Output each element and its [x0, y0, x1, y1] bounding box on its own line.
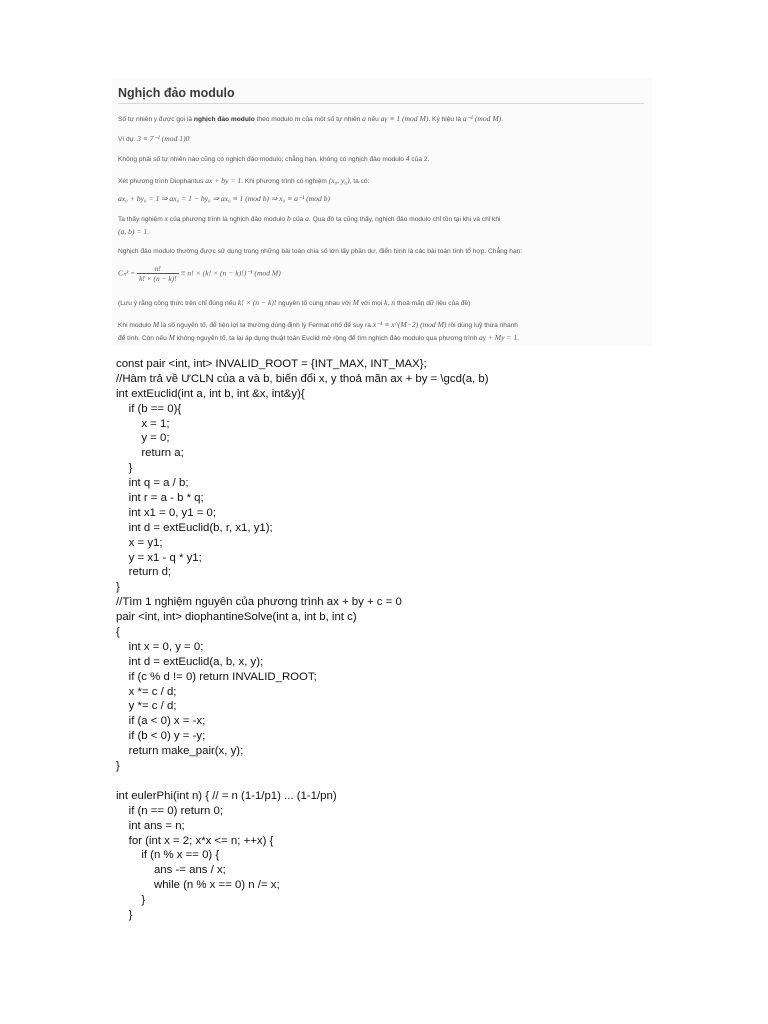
code-line: } [116, 908, 133, 921]
code-line: int eulerPhi(int n) { // = n (1-1/p1) ... (1-1/pn) [116, 789, 337, 802]
combination-formula: Cₙᵏ = $\frac{n!}{k! \times (n - k)!}$ ≡ n! × (k! × (n − k)!)⁻¹ (mod M) [118, 264, 281, 283]
code-line: x *= c / d; [116, 685, 177, 698]
code-line: if (c % d != 0) return INVALID_ROOT; [116, 670, 317, 683]
code-line: if (n % x == 0) { [116, 849, 220, 862]
code-line: } [116, 462, 133, 475]
code-line: y = 0; [116, 432, 170, 445]
note-paragraph: (Lưu ý rằng công thức trên chỉ đúng nếu k! × (n − k)! nguyên tố cùng nhau với M với mọi k, n thoả mãn dữ liệu của đề) [118, 298, 471, 307]
code-line: x = 1; [116, 417, 170, 430]
usage-paragraph: Nghịch đảo modulo thường được sử dụng trong những bài toán chia số lớn lấy phần dư, điển hình là các bài toán tính tổ hợp. Chẳng hạn: [118, 248, 523, 255]
fermat-paragraph: Khi modulo M là số nguyên tố, để tiện lợi ta thường dùng định lý Fermat nhỏ để suy ra x⁻¹ ≡ x^(M−2) (mod M) rồi dùng luỹ thừa nhanh [118, 320, 518, 329]
code-line: int extEuclid(int a, int b, int &x, int&y){ [116, 387, 305, 400]
code-line: if (a < 0) x = -x; [116, 715, 206, 728]
code-line: for (int x = 2; x*x <= n; ++x) { [116, 834, 274, 847]
code-line [116, 774, 676, 789]
code-line: const pair <int, int> INVALID_ROOT = {INT_MAX, INT_MAX}; [116, 358, 427, 370]
code-line: if (n == 0) return 0; [116, 804, 223, 817]
nonexistence-paragraph: Không phải số tự nhiên nào cũng có nghịch đảo modulo; chẳng hạn, không có nghịch đảo modulo 4 của 2. [118, 154, 430, 163]
observation-paragraph-cont: (a, b) = 1. [118, 227, 150, 236]
code-line: { [116, 626, 120, 639]
code-line: int d = extEuclid(a, b, x, y); [116, 655, 264, 668]
code-line: return a; [116, 447, 184, 460]
code-line: } [116, 894, 146, 907]
observation-paragraph: Ta thấy nghiệm x của phương trình là nghịch đảo modulo b của a. Qua đó ta cũng thấy, nghịch đảo modulo chỉ tồn tại khi và chỉ khi [118, 214, 501, 223]
fermat-paragraph-cont: để tính. Còn nếu M không nguyên tố, ta lại áp dụng thuật toán Euclid mở rộng để tìm nghịch đảo modulo qua phương trình aγ + My = 1. [118, 333, 520, 342]
code-line: y = x1 - q * y1; [116, 551, 202, 564]
section-title: Nghịch đảo modulo [118, 86, 235, 100]
code-line: if (b < 0) y = -y; [116, 730, 206, 743]
code-line: x = y1; [116, 536, 163, 549]
code-block [116, 357, 676, 923]
code-line: } [116, 760, 120, 773]
code-line: ans -= ans / x; [116, 864, 226, 877]
code-line: return d; [116, 566, 172, 579]
code-line: if (b == 0){ [116, 402, 182, 415]
code-line: int r = a - b * q; [116, 492, 204, 505]
code-line: } [116, 581, 120, 594]
code-line: int q = a / b; [116, 477, 189, 490]
code-line: return make_pair(x, y); [116, 745, 244, 758]
code-line: y *= c / d; [116, 700, 177, 713]
code-line: int x1 = 0, y1 = 0; [116, 506, 217, 519]
embedded-screenshot [112, 78, 652, 346]
code-line: int ans = n; [116, 819, 185, 832]
code-line: while (n % x == 0) n /= x; [116, 879, 280, 892]
combination-fraction: $\frac{n!}{k! \times (n - k)!}$ [139, 264, 177, 283]
definition-paragraph: Số tự nhiên γ được gọi là nghịch đảo modulo theo modulo m của một số tự nhiên a nếu aγ ≡ 1 (mod M). Ký hiệu là a⁻¹ (mod M). [118, 114, 504, 123]
code-line: //Hàm trả về ƯCLN của a và b, biến đổi x, y thoả mãn ax + by = \gcd(a, b) [116, 372, 489, 385]
example-paragraph: Ví dụ: 3 ≡ 7⁻¹ (mod 1)0 [118, 134, 190, 143]
derivation-formula: ax₀ + by₀ = 1 ⇒ ax₀ = 1 − by₀ ⇒ ax₀ ≡ 1 (mod b) ⇒ x₀ ≡ a⁻¹ (mod b) [118, 194, 330, 203]
code-line: //Tìm 1 nghiệm nguyên của phương trình ax + by + c = 0 [116, 596, 402, 609]
code-line: pair <int, int> diophantineSolve(int a, int b, int c) [116, 611, 357, 624]
diophantus-paragraph: Xét phương trình Diophantus ax + by = 1. Khi phương trình có nghiệm (x₀, y₀), ta có: [118, 176, 370, 185]
code-line: int x = 0, y = 0; [116, 640, 204, 653]
code-line: int d = extEuclid(b, r, x1, y1); [116, 521, 273, 534]
title-divider [118, 103, 644, 104]
